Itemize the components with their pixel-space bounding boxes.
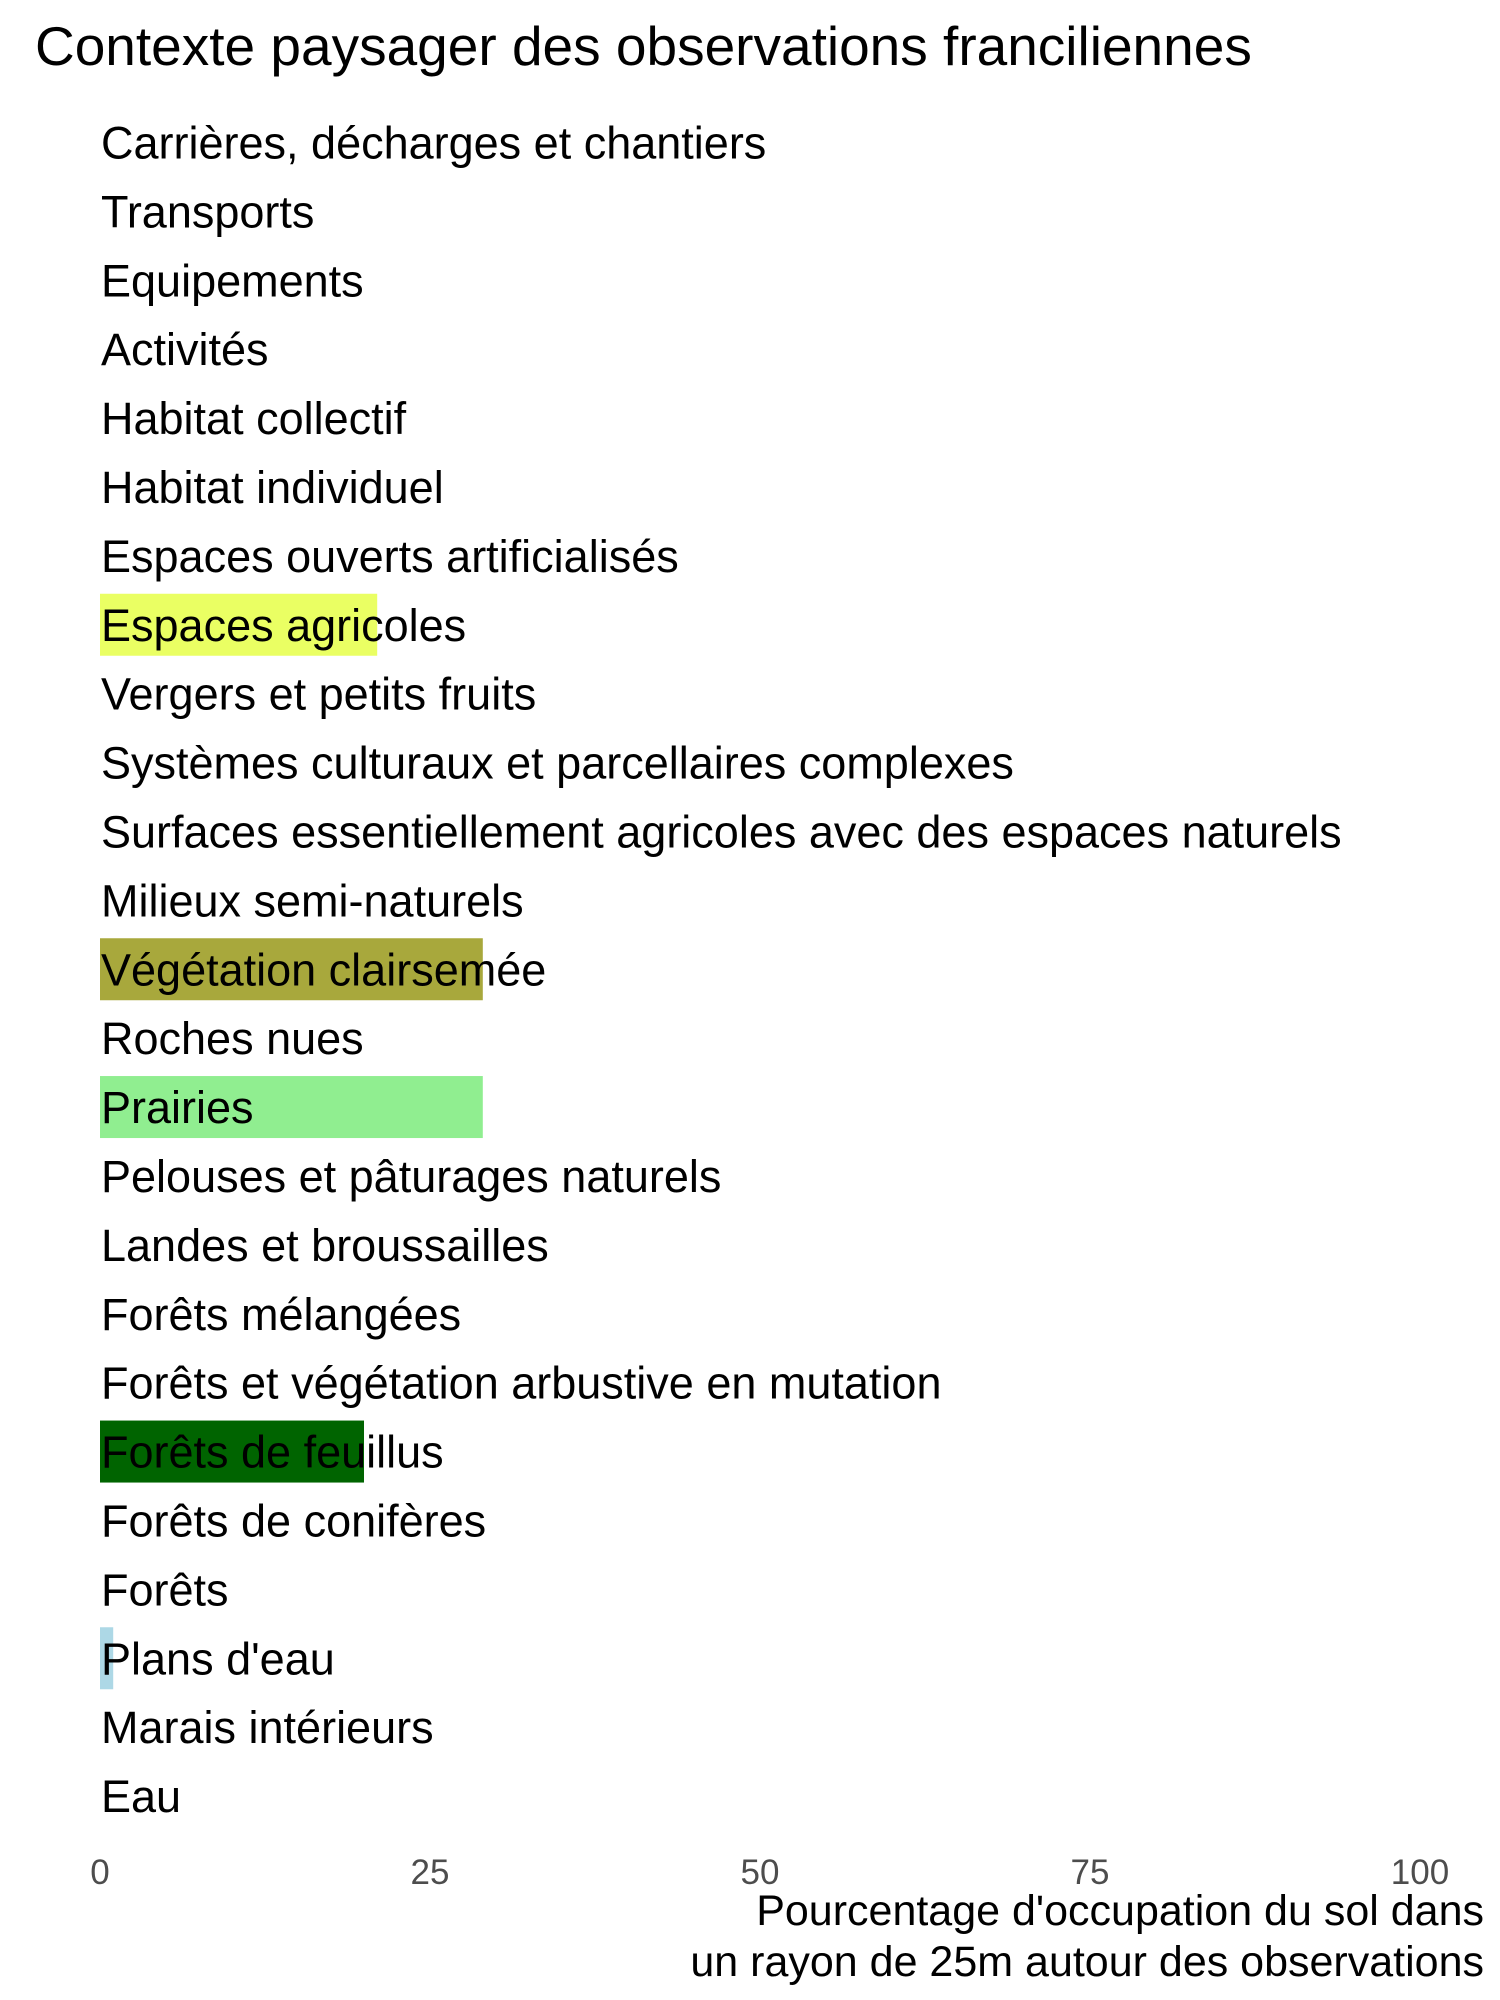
category-label-11: Surfaces essentiellement agricoles avec des espaces naturels — [101, 806, 1342, 858]
category-label-4: Activités — [101, 324, 269, 376]
category-label-1: Carrières, décharges et chantiers — [101, 117, 767, 169]
x-tick-label-50: 50 — [740, 1853, 780, 1892]
category-label-2: Transports — [101, 186, 315, 238]
category-label-6: Habitat individuel — [101, 461, 444, 513]
x-axis-title — [690, 1886, 1484, 1988]
category-label-23: Plans d'eau — [101, 1633, 335, 1685]
category-label-21: Forêts de conifères — [101, 1495, 487, 1547]
category-label-24: Marais intérieurs — [101, 1702, 434, 1754]
category-label-3: Equipements — [101, 255, 364, 307]
x-tick-label-25: 25 — [410, 1853, 450, 1892]
category-label-25: Eau — [101, 1771, 182, 1823]
x-tick-label-100: 100 — [1390, 1853, 1450, 1892]
x-axis-title-line-2: un rayon de 25m autour des observations — [690, 1938, 1484, 1986]
category-label-8: Espaces agricoles — [101, 599, 467, 651]
category-label-19: Forêts et végétation arbustive en mutation — [101, 1357, 942, 1409]
x-axis-title-line-1: Pourcentage d'occupation du sol dans — [756, 1887, 1484, 1935]
category-label-14: Roches nues — [101, 1013, 364, 1065]
category-label-13: Végétation clairsemée — [101, 944, 547, 996]
category-label-17: Landes et broussailles — [101, 1219, 549, 1271]
category-label-7: Espaces ouverts artificialisés — [101, 530, 679, 582]
category-label-9: Vergers et petits fruits — [101, 668, 537, 720]
category-label-18: Forêts mélangées — [101, 1288, 462, 1340]
category-label-10: Systèmes culturaux et parcellaires complexes — [101, 737, 1014, 789]
category-label-16: Pelouses et pâturages naturels — [101, 1150, 722, 1202]
category-label-22: Forêts — [101, 1564, 229, 1616]
chart-title: Contexte paysager des observations franciliennes — [35, 15, 1252, 77]
category-label-12: Milieux semi-naturels — [101, 875, 524, 927]
category-label-5: Habitat collectif — [101, 393, 407, 445]
x-tick-label-75: 75 — [1070, 1853, 1110, 1892]
category-labels — [101, 117, 1342, 1822]
category-label-20: Forêts de feuillus — [101, 1426, 444, 1478]
x-tick-label-0: 0 — [90, 1853, 110, 1892]
category-label-15: Prairies — [101, 1082, 254, 1134]
